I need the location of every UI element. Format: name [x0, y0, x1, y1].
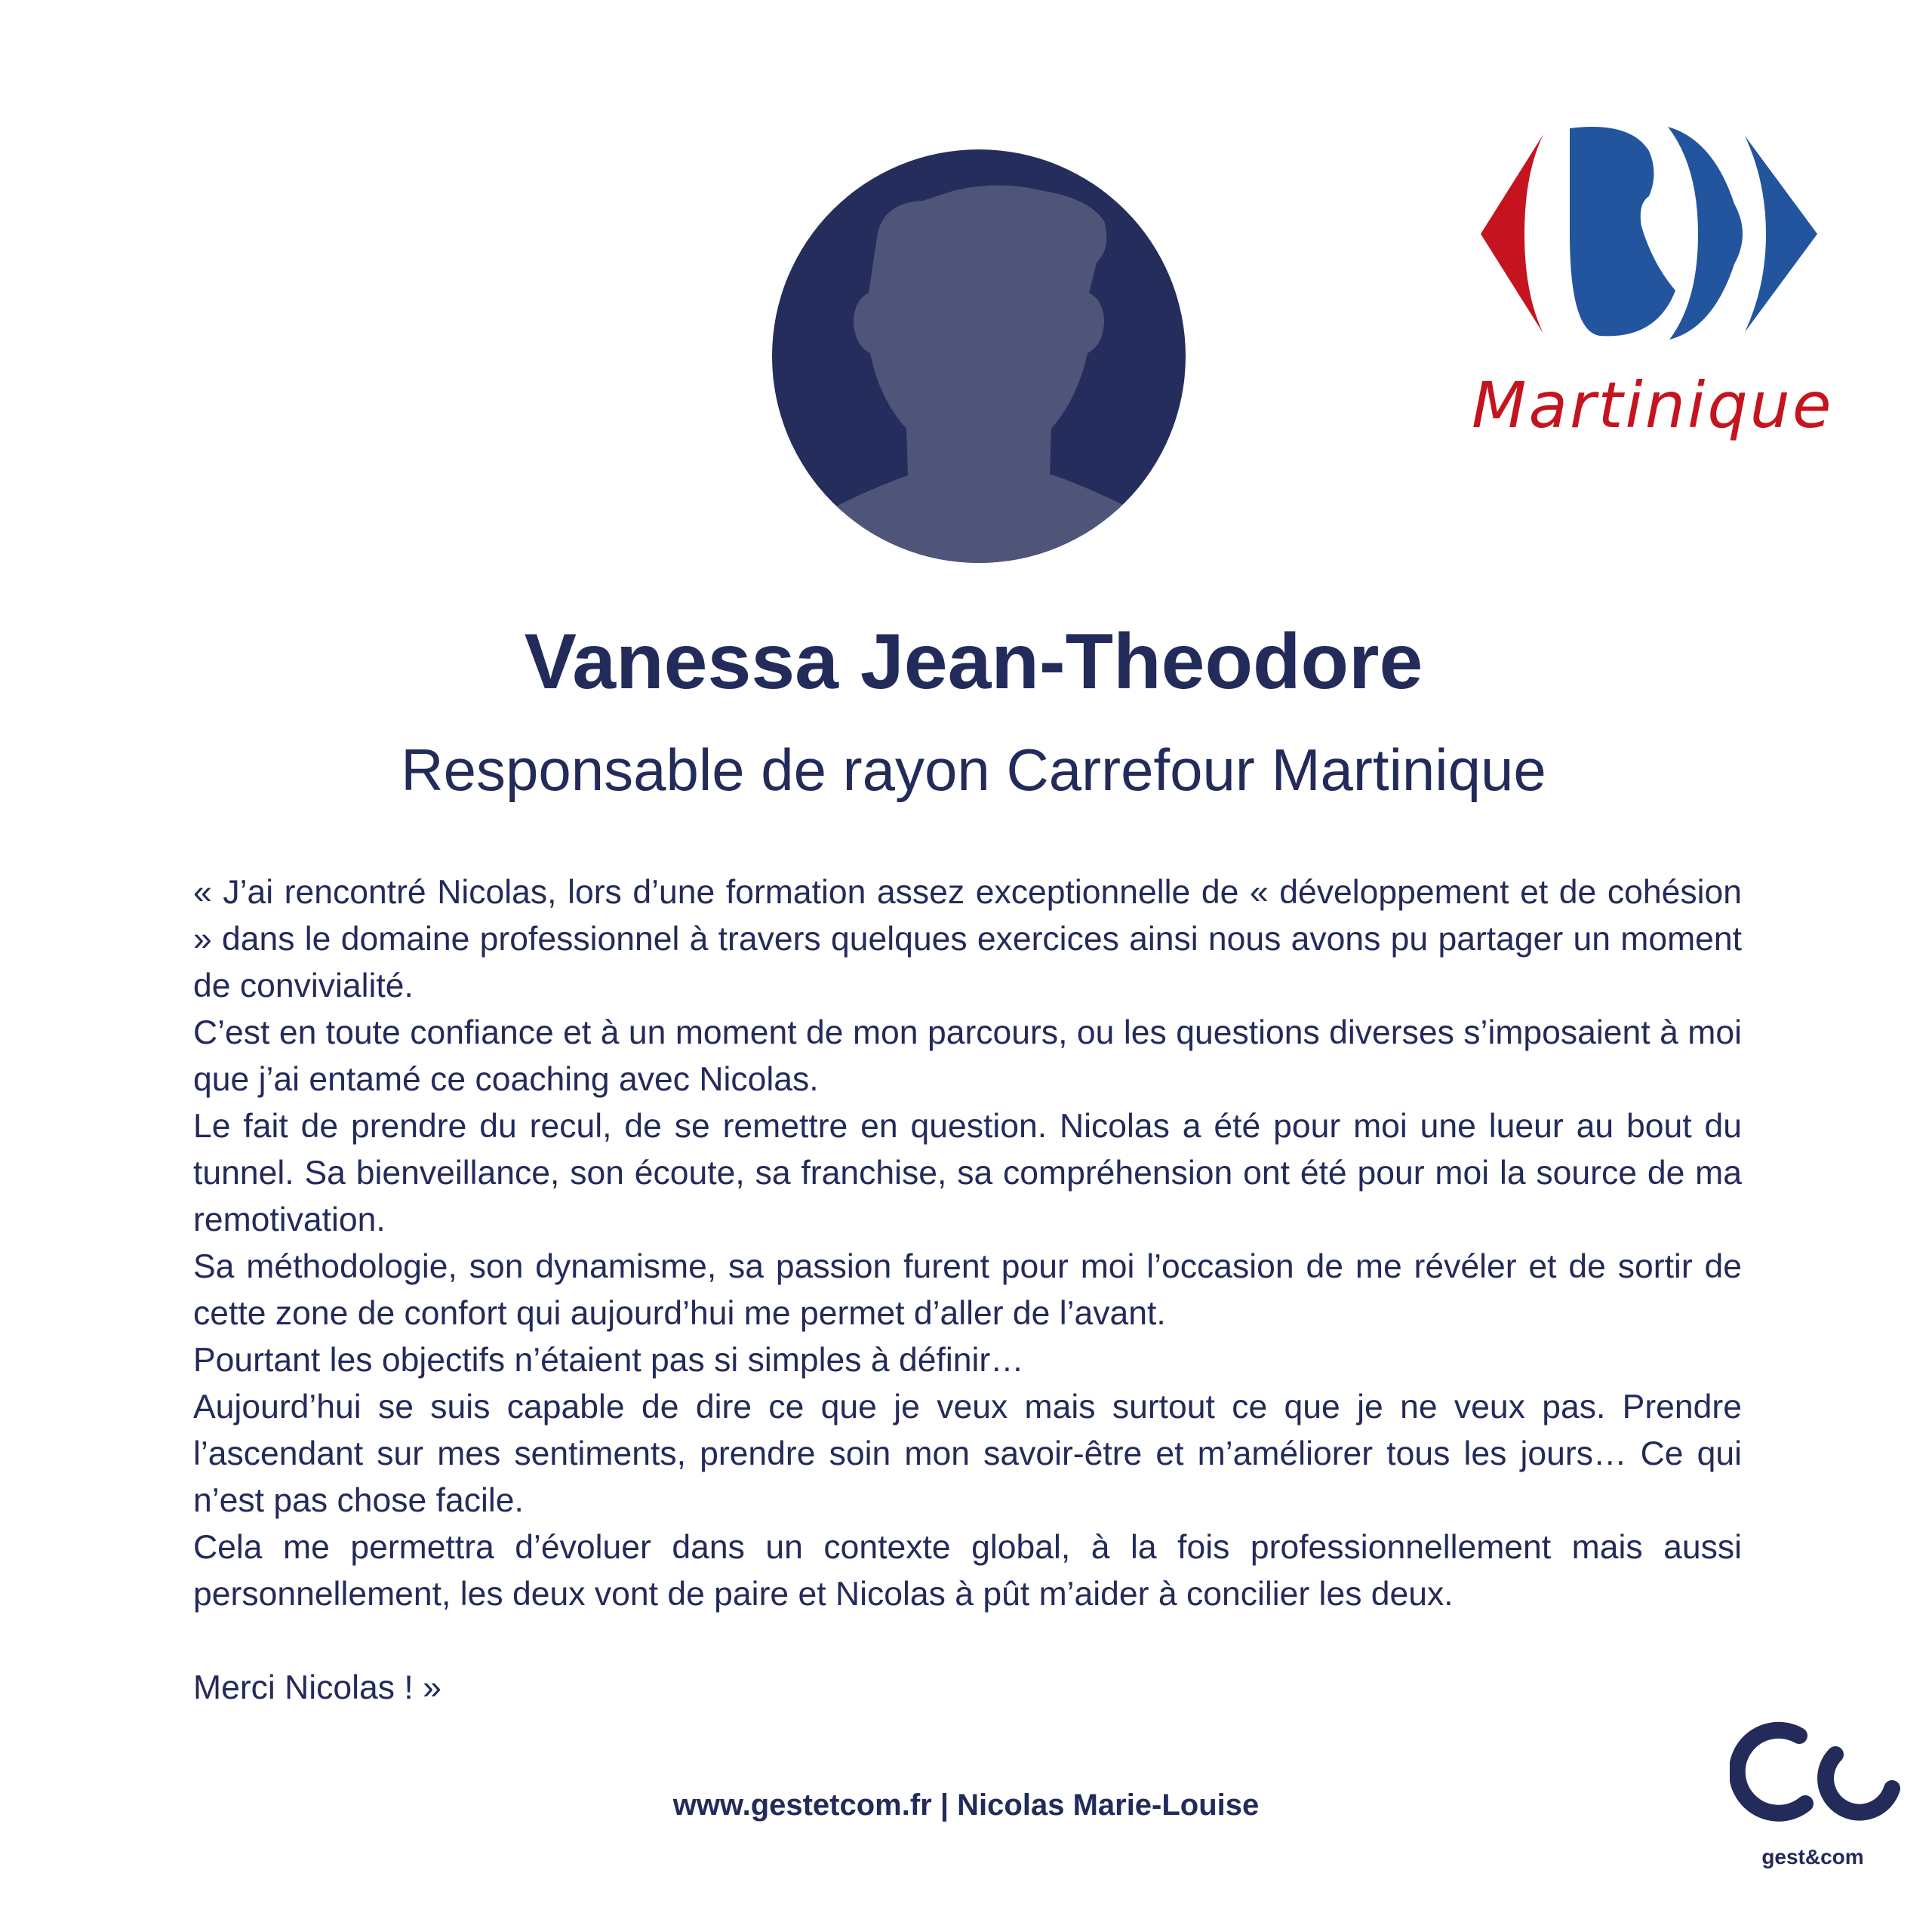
- testimonial-paragraph: Sa méthodologie, son dynamisme, sa passion furent pour moi l’occasion de me révéler et de sortir de cette zone de confort qui aujourd’hui me permet d’aller de l’avant.: [193, 1248, 1742, 1332]
- testimonial-paragraph: Pourtant les objectifs n’étaient pas si simples à définir…: [193, 1342, 1024, 1379]
- testimonial-body: [193, 869, 1742, 1712]
- testimonial-paragraph: Aujourd’hui se suis capable de dire ce que je veux mais surtout ce que je ne veux pas. Prendre l’ascendant sur mes sentiments, prendre soin mon savoir-être et m’améliorer tous les jours… Ce qui n’est pas chose facile.: [193, 1389, 1742, 1519]
- person-role: Responsable de rayon Carrefour Martinique: [401, 737, 1546, 803]
- person-name: Vanessa Jean-Theodore: [524, 618, 1423, 706]
- testimonial-paragraph: « J’ai rencontré Nicolas, lors d’une formation assez exceptionnelle de « développement et de cohésion » dans le domaine professionnel à travers quelques exercices ainsi nous avons pu partager un moment de convivialité.: [193, 874, 1742, 1004]
- avatar: [772, 149, 1186, 563]
- testimonial-paragraph: C’est en toute confiance et à un moment de mon parcours, ou les questions diverses s’imposaient à moi que j’ai entamé ce coaching avec Nicolas.: [193, 1014, 1742, 1098]
- gestcom-logo-icon: [1730, 1713, 1903, 1834]
- testimonial-paragraph: Cela me permettra d’évoluer dans un contexte global, à la fois professionnellement mais aussi personnellement, les deux vont de paire et Nicolas à pût m’aider à concilier les deux.: [193, 1529, 1742, 1613]
- brand-name: gest&com: [1761, 1845, 1864, 1868]
- testimonial-closing: Merci Nicolas ! »: [193, 1669, 441, 1706]
- logo-text: Martinique: [1472, 368, 1834, 442]
- footer-credit: www.gestetcom.fr | Nicolas Marie-Louise: [672, 1788, 1260, 1822]
- carrefour-logo: [1472, 121, 1826, 347]
- testimonial-paragraph: Le fait de prendre du recul, de se remettre en question. Nicolas a été pour moi une lueur au bout du tunnel. Sa bienveillance, son écoute, sa franchise, sa compréhension ont été pour moi la source de ma remotivation.: [193, 1108, 1742, 1238]
